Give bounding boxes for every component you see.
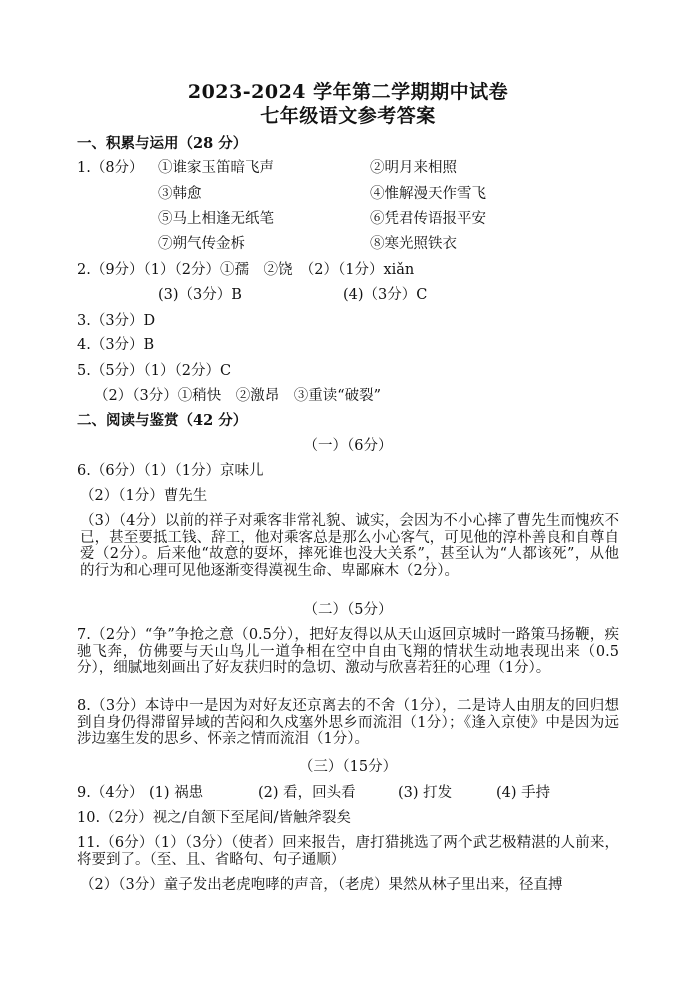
q9-label: 9.（4分） [77, 785, 144, 801]
q1-label: 1.（8分） [77, 160, 144, 176]
q3-answer: 3.（3分）D [77, 313, 156, 329]
q1-answer-5: ⑤马上相逢无纸笔 [158, 211, 274, 227]
q4-answer: 4.（3分）B [77, 337, 155, 353]
document-subtitle: 七年级语文参考答案 [260, 105, 436, 127]
q6-line-2: （2）（1分）曹先生 [80, 488, 208, 504]
q11-line-2: （2）（3分）童子发出老虎咆哮的声音，（老虎）果然从林子里出来，径直搏 [80, 877, 563, 893]
section-heading-1: 一、积累与运用（28 分） [77, 135, 248, 152]
part-3-heading: （三）（15分） [298, 759, 398, 775]
q6-line-1: 6.（6分）（1）（1分）京味儿 [77, 463, 264, 479]
q2-part-3: (3)（3分）B [158, 287, 242, 303]
q9-item-3: (3) 打发 [398, 785, 453, 801]
q11-paragraph: 11.（6分）（1）（3分）（使者）回来报告，唐打猎挑选了两个武艺极精湛的人前来，将要到了。（至、且、省略句、句子通顺） [77, 835, 619, 868]
part-2-heading: （二）（5分） [303, 602, 393, 618]
q7-paragraph: 7.（2分）“争”争抢之意（0.5分），把好友得以从天山返回京城时一路策马扬鞭，疾驰飞奔，仿佛要与天山鸟儿一道争相在空中自由飞翔的情状生动地表现出来（0.5分），细腻地刻画出了好友获归时的急切、激动与欣喜若狂的心理（1分）。 [77, 627, 619, 676]
q1-answer-6: ⑥凭君传语报平安 [370, 211, 486, 227]
q9-item-4: (4) 手持 [496, 785, 551, 801]
section-heading-2: 二、阅读与鉴赏（42 分） [77, 412, 248, 429]
q1-answer-7: ⑦朔气传金柝 [158, 236, 245, 252]
q1-answer-8: ⑧寒光照铁衣 [370, 236, 457, 252]
part-1-heading: （一）（6分） [303, 438, 393, 454]
q2-line-1: 2.（9分）（1）（2分）①孺 ②饶 （2）（1分）xiǎn [77, 262, 415, 278]
q1-answer-4: ④惟解漫天作雪飞 [370, 186, 486, 202]
q1-answer-1: ①谁家玉笛暗飞声 [158, 160, 274, 176]
q2-part-4: (4)（3分）C [343, 287, 428, 303]
document-title: 2023-2024 学年第二学期期中试卷 [187, 81, 509, 103]
q6-part-3-paragraph: （3）（4分）以前的祥子对乘客非常礼貌、诚实，会因为不小心摔了曹先生而愧疚不已，甚至要抵工钱、辞工，他对乘客总是那么小心客气，可见他的淳朴善良和自尊自爱（2分）。后来他“故意的耍坏，摔死谁也没大关系”，甚至认为“人都该死”，从他的行为和心理可见他逐渐变得漠视生命、卑鄙麻木（2分）。 [80, 513, 619, 579]
q1-answer-2: ②明月来相照 [370, 160, 457, 176]
q1-answer-3: ③韩愈 [158, 186, 202, 202]
q9-item-1: (1) 祸患 [149, 785, 204, 801]
q10-answer: 10.（2分）视之/自颔下至尾间/皆触斧裂矣 [77, 810, 352, 826]
q5-line-1: 5.（5分）（1）（2分）C [77, 363, 232, 379]
q5-line-2: （2）（3分）①稍快 ②激昂 ③重读“破裂” [94, 388, 382, 404]
q9-item-2: (2) 看，回头看 [258, 785, 356, 801]
q8-paragraph: 8.（3分）本诗中一是因为对好友还京离去的不舍（1分），二是诗人由朋友的回归想到自身仍得滞留异域的苦闷和久戍塞外思乡而流泪（1分）；《逢入京使》中是因为远涉边塞生发的思乡、怀亲之情而流泪（1分）。 [77, 698, 619, 747]
